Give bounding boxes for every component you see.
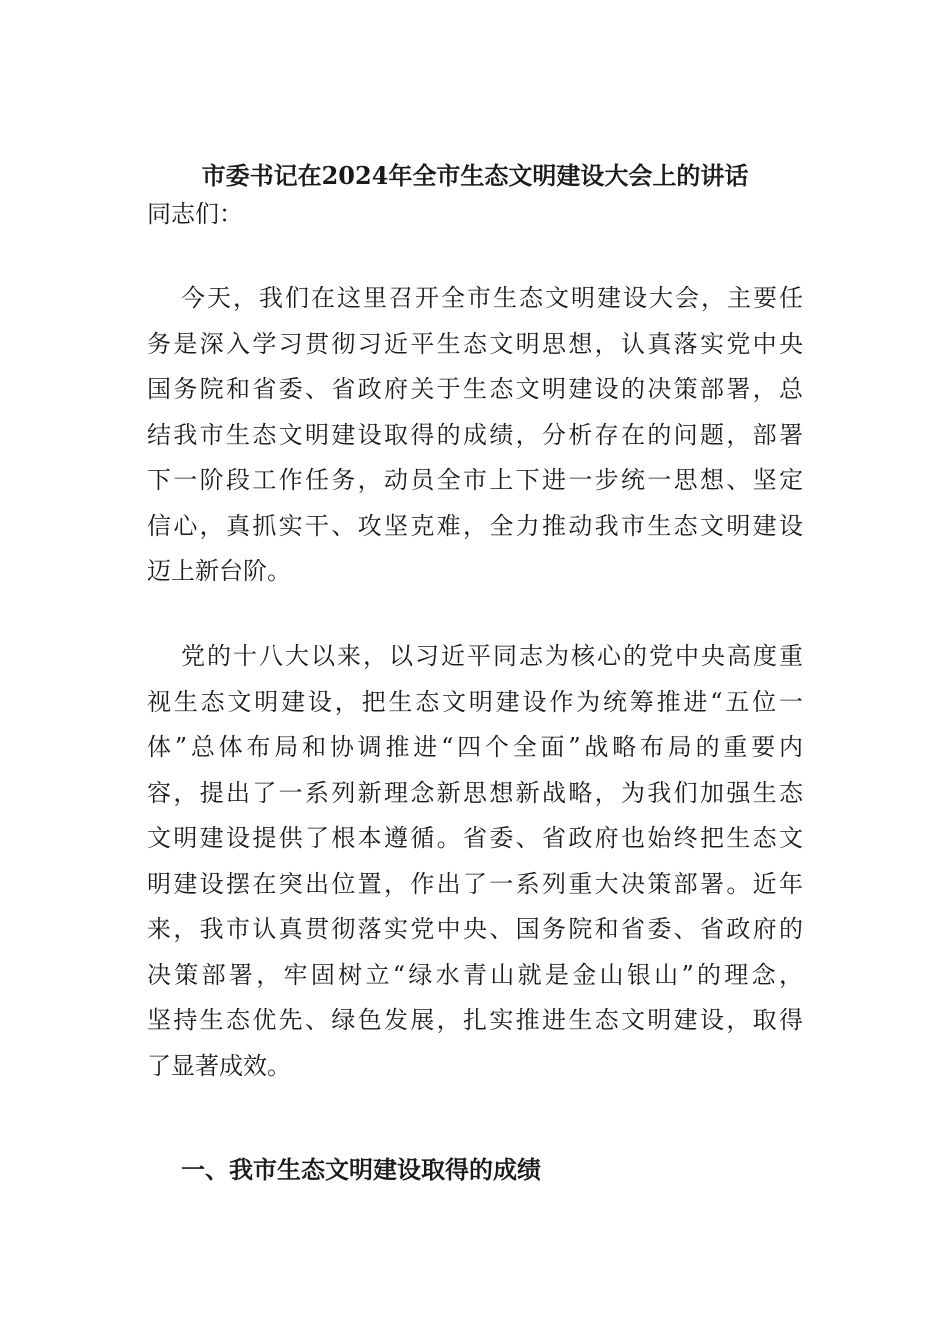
paragraph-line: 容，提出了一系列新理念新思想新战略，为我们加强生态 [147, 778, 803, 807]
paragraph-line: 坚持生态优先、绿色发展，扎实推进生态文明建设，取得 [147, 1006, 803, 1034]
paragraph-line: 党的十八大以来，以习近平同志为核心的党中央高度重 [181, 642, 803, 670]
paragraph-line: 迈上新台阶。 [147, 557, 291, 585]
paragraph-line: 国务院和省委、省政府关于生态文明建设的决策部署，总 [147, 375, 803, 403]
paragraph-line: 下一阶段工作任务，动员全市上下进一步统一思想、坚定 [147, 466, 803, 494]
paragraph-line: 结我市生态文明建设取得的成绩，分析存在的问题，部署 [147, 420, 803, 449]
paragraph-line: 决策部署，牢固树立“绿水青山就是金山银山”的理念， [147, 960, 803, 989]
paragraph-2 [147, 634, 803, 1089]
paragraph-line: 来，我市认真贯彻落实党中央、国务院和省委、省政府的 [147, 915, 803, 943]
salutation: 同志们： [147, 200, 243, 228]
paragraph-line: 视生态文明建设，把生态文明建设作为统筹推进“五位一 [147, 687, 803, 716]
paragraph-line: 明建设摆在突出位置，作出了一系列重大决策部署。近年 [147, 869, 803, 898]
paragraph-line: 今天，我们在这里召开全市生态文明建设大会，主要任 [181, 284, 803, 312]
paragraph-line: 了显著成效。 [147, 1051, 291, 1080]
paragraph-line: 体”总体布局和协调推进“四个全面”战略布局的重要内 [147, 733, 803, 761]
paragraph-line: 文明建设提供了根本遵循。省委、省政府也始终把生态文 [147, 824, 803, 852]
paragraph-line: 信心，真抓实干、攻坚克难，全力推动我市生态文明建设 [147, 511, 803, 540]
document-title: 市委书记在2024年全市生态文明建设大会上的讲话 [201, 161, 749, 190]
paragraph-1 [147, 276, 803, 595]
paragraph-line: 务是深入学习贯彻习近平生态文明思想，认真落实党中央 [147, 329, 803, 358]
section-heading: 一、我市生态文明建设取得的成绩 [181, 1155, 541, 1184]
